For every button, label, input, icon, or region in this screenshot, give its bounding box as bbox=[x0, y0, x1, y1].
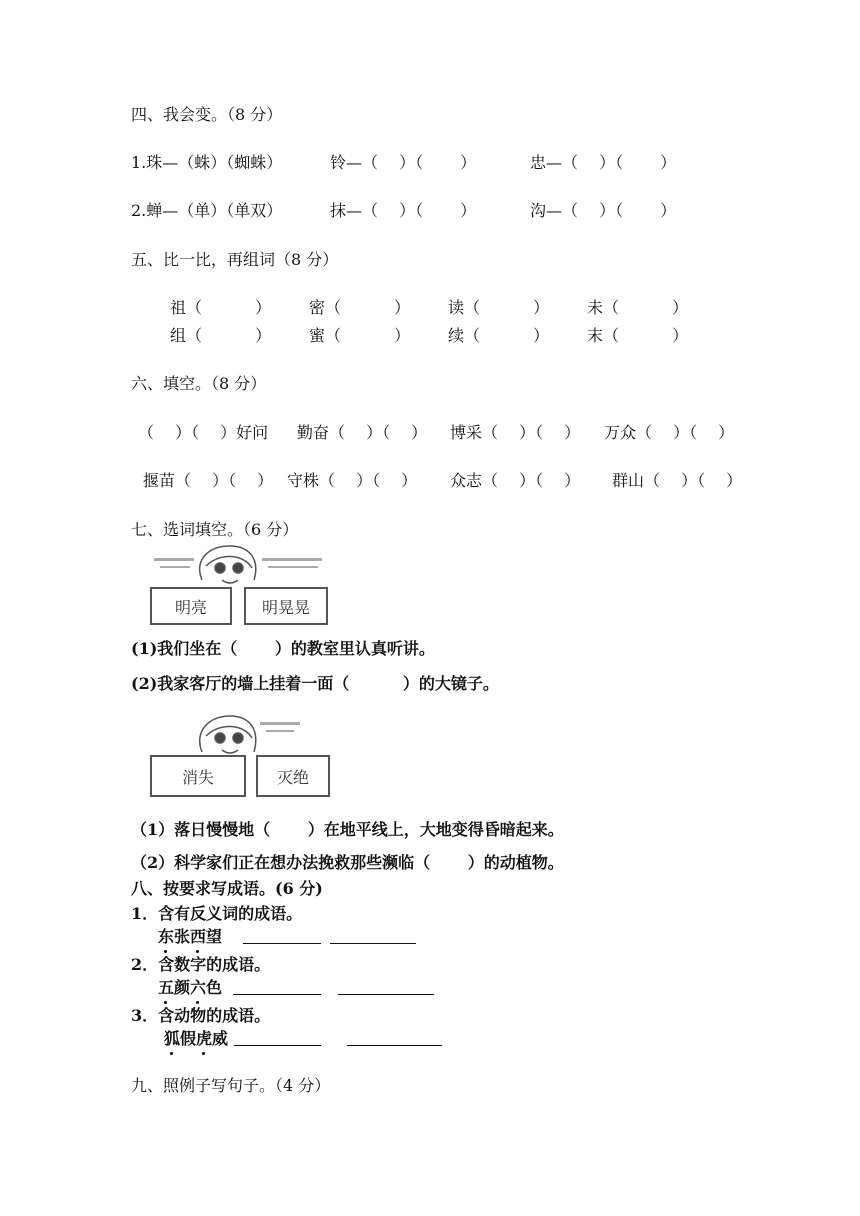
s6-row1-item: 博采（ ）（ ） bbox=[450, 423, 581, 442]
answer-line[interactable] bbox=[338, 994, 434, 995]
cartoon-boy-icon bbox=[150, 540, 340, 590]
s7-question-4: （2）科学家们正在想办法挽救那些濒临（ ）的动植物。 bbox=[131, 853, 564, 872]
section-6-title: 六、填空。（8 分） bbox=[131, 374, 267, 393]
s5-row1-item: 读（ ） bbox=[448, 298, 550, 317]
emphasis-dot bbox=[164, 950, 167, 953]
s5-row1-item: 祖（ ） bbox=[170, 298, 272, 317]
s4-row2-item-gou: 沟—（ ）（ ） bbox=[530, 201, 677, 220]
word-card-xiaoshi: 消失 bbox=[150, 755, 246, 797]
emphasis-dot bbox=[164, 1001, 167, 1004]
s8-item-2-example: 五颜六色 bbox=[158, 978, 223, 997]
s5-row2-item: 末（ ） bbox=[587, 326, 689, 345]
answer-line[interactable] bbox=[330, 943, 416, 944]
emphasis-dot bbox=[196, 950, 199, 953]
section-7-title: 七、选词填空。（6 分） bbox=[131, 520, 299, 539]
section-8-title: 八、按要求写成语。(6 分) bbox=[131, 879, 323, 898]
answer-line[interactable] bbox=[233, 994, 321, 995]
s7-question-3: （1）落日慢慢地（ ）在地平线上，大地变得昏暗起来。 bbox=[131, 820, 564, 839]
s6-row1-item: 勤奋（ ）（ ） bbox=[297, 423, 428, 442]
emphasis-dot bbox=[196, 1001, 199, 1004]
s4-row1-example: 1.珠—（蛛）（蜘蛛） bbox=[131, 153, 283, 172]
s8-item-2-label: 2．含数字的成语。 bbox=[131, 955, 271, 974]
section-5-title: 五、比一比，再组词（8 分） bbox=[131, 250, 339, 269]
answer-line[interactable] bbox=[234, 1045, 321, 1046]
section-4-title: 四、我会变。（8 分） bbox=[131, 105, 283, 124]
s8-item-3-example: 狐假虎威 bbox=[164, 1029, 229, 1048]
s5-row2-item: 蜜（ ） bbox=[309, 326, 411, 345]
word-card-minghuanghuang: 明晃晃 bbox=[244, 587, 328, 625]
answer-line[interactable] bbox=[347, 1045, 442, 1046]
s6-row2-item: 众志（ ）（ ） bbox=[450, 471, 581, 490]
s4-row2-example: 2.蝉—（单）（单双） bbox=[131, 201, 283, 220]
word-card-mingliang: 明亮 bbox=[150, 587, 232, 625]
s8-item-3-label: 3．含动物的成语。 bbox=[131, 1006, 271, 1025]
s7-question-2: (2)我家客厅的墙上挂着一面（ ）的大镜子。 bbox=[131, 674, 499, 693]
cartoon-boy-icon bbox=[150, 708, 340, 758]
s4-row1-item-ling: 铃—（ ）（ ） bbox=[330, 153, 477, 172]
emphasis-dot bbox=[202, 1052, 205, 1055]
s5-row2-item: 组（ ） bbox=[170, 326, 272, 345]
s8-item-1-example: 东张西望 bbox=[158, 927, 223, 946]
s6-row2-item: 群山（ ）（ ） bbox=[612, 471, 743, 490]
s6-row1-item: （ ）（ ）好问 bbox=[138, 423, 269, 442]
s5-row1-item: 密（ ） bbox=[309, 298, 411, 317]
emphasis-dot bbox=[170, 1052, 173, 1055]
s5-row1-item: 未（ ） bbox=[587, 298, 689, 317]
s4-row2-item-mo: 抹—（ ）（ ） bbox=[330, 201, 477, 220]
s5-row2-item: 续（ ） bbox=[448, 326, 550, 345]
s6-row2-item: 守株（ ）（ ） bbox=[287, 471, 418, 490]
answer-line[interactable] bbox=[243, 943, 321, 944]
s8-item-1-label: 1．含有反义词的成语。 bbox=[131, 904, 303, 923]
s7-question-1: (1)我们坐在（ ）的教室里认真听讲。 bbox=[131, 639, 435, 658]
word-card-miejue: 灭绝 bbox=[256, 755, 330, 797]
s6-row2-item: 揠苗（ ）（ ） bbox=[143, 471, 274, 490]
s6-row1-item: 万众（ ）（ ） bbox=[604, 423, 735, 442]
s4-row1-item-zhong: 忠—（ ）（ ） bbox=[530, 153, 677, 172]
section-9-title: 九、照例子写句子。（4 分） bbox=[131, 1076, 331, 1095]
